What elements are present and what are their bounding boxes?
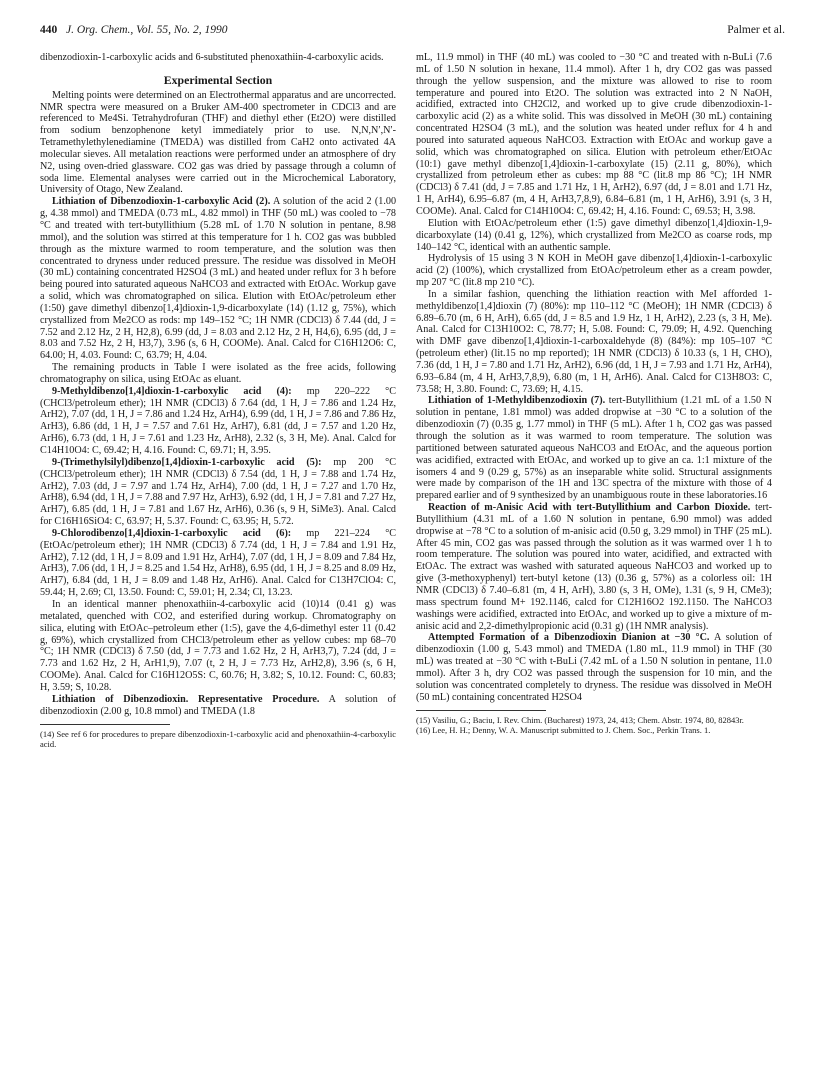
run-in-heading: Lithiation of 1-Methyldibenzodioxin (7). — [428, 395, 606, 407]
section-title: Experimental Section — [163, 72, 273, 87]
run-in-heading: Lithiation of Dibenzodioxin-1-carboxylic Acid (2). — [52, 196, 271, 208]
compound-5-paragraph — [40, 457, 396, 528]
footnote-rule — [40, 724, 170, 725]
dianion-paragraph — [416, 632, 772, 703]
run-in-heading: 9-Chlorodibenzo[1,4]dioxin-1-carboxylic acid (6): — [52, 527, 292, 539]
paragraph-body: A solution of the acid 2 (1.00 g, 4.38 mmol) and TMEDA (0.73 mL, 4.82 mmol) in THF (50 mL) was cooled to −78 °C and treated with tert-butyllithium (5.28 mL of 1.70 N solution in pentane, 8.98 mmol), and the solution was stirred at this temperature for 1 h. CO2 gas was bubbled through as the mixture warmed to room temperature, and the solution was then concentrated to dryness under reduced pressure. The residue was dissolved in MeOH (30 mL) containing concentrated H2SO4 (3 mL) and heated under reflux for 3 h before being poured into saturated aqueous NaHCO3 and extracted with EtOAc. Workup gave a solid, which was chromatographed on silica. Elution with EtOAc/petroleum ether (1:50) gave dimethyl dibenzo[1,4]dioxin-1,9-dicarboxylate (14) (1.12 g, 75%), which crystallized from Me2CO as rods: mp 149–152 °C; 1H NMR (CDCl3) δ 7.44 (dd, J = 7.52 and 2.12 Hz, 2 H, H2,8), 6.99 (dd, J = 8.03 and 2.12 Hz, 2 H, H4,6), 6.95 (dd, J = 8.03 and 7.52 Hz, 2 H, H3,7), 3.96 (s, 6 H, COOMe). Anal. Calcd for C16H12O6: C, 64.00; H, 4.03. Found: C, 63.79; H, 4.04. — [40, 196, 397, 362]
page-number: 440 — [40, 24, 58, 36]
remaining-products-paragraph: The remaining products in Table I were isolated as the free acids, following chromatography on silica, using EtOAc as eluant. — [40, 362, 396, 385]
intro-text: dibenzodioxin-1-carboxylic acids and 6-substituted phenoxathiin-4-carboxylic acids. — [40, 52, 384, 63]
phenoxathiin-paragraph: In an identical manner phenoxathiin-4-carboxylic acid (10)14 (0.41 g) was metalated, quenched with CO2, and esterified during workup. Chromatography on silica, eluting with EtOAc–petroleum ether (1:5), gave the 4,6-dimethyl ester 11 (0.42 g, 69%), which crystallized from CHCl3/petroleum ether as yellow cubes: mp 68–70 °C; 1H NMR (CDCl3) δ 7.50 (dd, J = 7.73 and 1.62 Hz, 2 H, ArH3,7), 7.24 (dd, J = 7.73 and 1.62 Hz, 2 H, ArH1,9), 7.07 (t, 2 H, J = 7.73 Hz, ArH2,8), 3.96 (s, 6 H, COOMe). Anal. Calcd for C16H12O5S: C, 60.76; H, 3.82; S, 10.12. Found: C, 60.83; H, 3.59; S, 10.28. — [40, 598, 396, 693]
run-in-heading: Reaction of m-Anisic Acid with tert-Butyllithium and Carbon Dioxide. — [428, 502, 751, 514]
page-header — [40, 24, 785, 42]
hydrolysis-paragraph: Hydrolysis of 15 using 3 N KOH in MeOH gave dibenzo[1,4]dioxin-1-carboxylic acid (2) (100%), which crystallized from EtOAc/petroleum ether as a cream powder, mp 207 °C (lit.8 mp 210 °C). — [416, 253, 772, 289]
running-author: Palmer et al. — [727, 24, 785, 36]
general-methods-paragraph: Melting points were determined on an Electrothermal apparatus and are uncorrected. NMR spectra were measured on a Bruker AM-400 spectrometer in CDCl3 and are referenced to Me4Si. Tetrahydrofuran (THF) and diethyl ether (Et2O) were distilled from sodium benzophenone ketyl immediately prior to use. N,N,N′,N′-Tetramethylethylenediamine (TMEDA) was distilled from CaH2 onto activated 4A molecular sieves. All metalation reactions were performed under an atmosphere of dry N2, using oven-dried glassware. CO2 gas was dried by passage through a column of soda lime. Elemental analyses were carried out in the Microchemical Laboratory, University of Otago, New Zealand. — [40, 89, 396, 196]
footnote-14: (14) See ref 6 for procedures to prepare dibenzodioxin-1-carboxylic acid and phenoxathiin-4-carboxylic acid. — [40, 729, 396, 750]
paragraph-body: mp 200 °C (CHCl3/petroleum ether); 1H NMR (CDCl3) δ 7.54 (dd, 1 H, J = 7.88 and 1.74 Hz, ArH2), 7.03 (dd, J = 7.97 and 1.74 Hz, ArH4), 7.00 (dd, 1 H, J = 7.27 and 1.70 Hz, ArH8), 6.94 (dd, 1 H, J = 7.88 and 7.97 Hz, ArH3), 6.92 (dd, 1 H, J = 7.81 and 7.27 Hz, ArH7), 6.85 (dd, 1 H, J = 7.81 and 1.67 Hz, ArH6), 0.36 (s, 9 H, SiMe3). Anal. Calcd for C16H16SiO4: C, 63.97; H, 5.37. Found: C, 63.95; H, 5.72. — [40, 456, 396, 528]
lithiation-7-paragraph — [416, 395, 772, 502]
lithiation-acid2-paragraph — [40, 196, 396, 362]
run-in-heading: 9-Methyldibenzo[1,4]dioxin-1-carboxylic acid (4): — [52, 385, 292, 397]
footnote-rule — [416, 710, 546, 711]
paragraph-body: A solution of dibenzodioxin (1.00 g, 5.43 mmol) and TMEDA (1.80 mL, 11.9 mmol) in THF (30 mL) was treated at −30 °C with t-BuLi (7.42 mL of a 1.50 N solution in pentane, 11.0 mmol). After 3 h, dry CO2 was passed through the suspension for 10 min, and the solution was concentrated completely to dryness. The residue was dissolved in MeOH (50 mL) containing concentrated H2SO4 — [416, 632, 772, 703]
left-column — [40, 52, 396, 749]
right-column — [416, 52, 772, 735]
run-in-heading: 9-(Trimethylsilyl)dibenzo[1,4]dioxin-1-carboxylic acid (5): — [52, 456, 322, 468]
footnote-15: (15) Vasiliu, G.; Baciu, I. Rev. Chim. (Bucharest) 1973, 24, 413; Chem. Abstr. 1974, 80, 82843r. — [416, 715, 744, 726]
paragraph-body: mp 220–222 °C (CHCl3/petroleum ether); 1H NMR (CDCl3) δ 7.64 (dd, 1 H, J = 7.86 and 1.24 Hz, ArH2), 7.07 (dd, 1 H, J = 7.86 and 1.24 Hz, ArH4), 6.99 (dd, 1 H, J = 7.86 and 7.86 Hz, ArH3), 6.86 (dd, 1 H, J = 7.57 and 7.61 Hz, ArH7), 6.81 (dd, J = 7.57 and 1.20 Hz, ArH6), 6.73 (dd, 1 H, J = 7.61 and 1.23 Hz, ArH8), 2.32 (s, 3 H, Me). Anal. Calcd for C14H10O4: C, 69.42; H, 4.16. Found: C, 69.71; H, 3.95. — [40, 385, 396, 456]
anisic-acid-paragraph — [416, 502, 772, 632]
continued-paragraph: mL, 11.9 mmol) in THF (40 mL) was cooled to −30 °C and treated with n-BuLi (7.6 mL of 1.50 N solution in hexane, 11.4 mmol). After 1 h, dry CO2 gas was passed through the yellow suspension, and the mixture was allowed to rise to room temperature and poured into Et2O. The solution was extracted into 2 N NaOH, acidified, extracted into CH2Cl2, and worked up to give crude dibenzodioxin-1-carboxylic acid (2) as a white solid. This was dissolved in MeOH (30 mL) containing concentrated H2SO4 (3 mL), and the solution was heated under reflux for 4 h and poured into saturated aqueous NaHCO3. Extraction with EtOAc and workup gave a solid, which was chromatographed on silica. Elution with petroleum ether/EtOAc (10:1) gave methyl dibenzo[1,4]dioxin-1-carboxylate (15) (2.11 g, 80%), which crystallized from petroleum ether as cubes: mp 88 °C (lit.8 mp 86 °C); 1H NMR (CDCl3) δ 7.41 (dd, J = 7.85 and 1.71 Hz, 1 H, ArH2), 6.97 (dd, J = 8.01 and 1.71 Hz, 1 H, ArH4), 6.95–6.87 (m, 4 H, ArH3,7,8,9), 6.84–6.81 (m, 1 H, ArH6), 3.91 (s, 3 H, COOMe). Anal. Calcd for C14H10O4: C, 69.42; H, 4.16. Found: C, 69.53; H, 3.98. — [416, 52, 772, 217]
compound-4-paragraph — [40, 386, 396, 457]
run-in-heading: Attempted Formation of a Dibenzodioxin Dianion at −30 °C. — [428, 632, 710, 644]
paragraph-body: mp 221–224 °C (EtOAc/petroleum ether); 1H NMR (CDCl3) δ 7.74 (dd, 1 H, J = 7.84 and 1.91 Hz, ArH2), 7.12 (dd, 1 H, J = 8.09 and 1.91 Hz, ArH4), 7.07 (dd, 1 H, J = 8.09 and 7.84 Hz, ArH3), 7.06 (dd, 1 H, J = 8.25 and 1.54 Hz, ArH8), 6.95 (dd, 1 H, J = 8.25 and 8.09 Hz, ArH7), 6.84 (dd, 1 H, J = 8.09 and 1.48 Hz, ArH6). Anal. Calcd for C13H7ClO4: C, 59.44; H, 2.69; Cl, 13.50. Found: C, 59.01; H, 2.34; Cl, 13.23. — [40, 527, 396, 599]
representative-procedure-paragraph — [40, 694, 396, 718]
run-in-heading: Lithiation of Dibenzodioxin. Representative Procedure. — [52, 693, 320, 705]
similar-fashion-paragraph: In a similar fashion, quenching the lithiation reaction with MeI afforded 1-methyldibenzo[1,4]dioxin (7) (80%): mp 110–112 °C (MeOH); 1H NMR (CDCl3) δ 6.89–6.70 (m, 6 H, ArH), 6.65 (dd, J = 8.5 and 1.9 Hz, 1 H, ArH2), 2.23 (s, 3 H, Me). Anal. Calcd for C13H10O2: C, 78.77; H, 5.08. Found: C, 79.09; H, 4.92. Quenching with DMF gave dibenzo[1,4]dioxin-1-carboxaldehyde (8) (84%): mp 105–107 °C (petroleum ether) (lit.15 no mp reported); 1H NMR (CDCl3) δ 10.33 (s, 1 H, CHO), 7.36 (dd, 1 H, J = 7.80 and 1.71 Hz, ArH2), 6.96 (dd, 1 H, J = 7.93 and 1.71 Hz, ArH4), 6.93–6.84 (m, 4 H, ArH3,7,8,9), 6.80 (m, 1 H, ArH6). Anal. Calcd for C13H8O3: C, 73.58; H, 3.80. Found: C, 73.69; H, 4.15. — [416, 288, 772, 395]
footnote-16: (16) Lee, H. H.; Denny, W. A. Manuscript submitted to J. Chem. Soc., Perkin Trans. 1. — [416, 725, 711, 736]
elution-paragraph: Elution with EtOAc/petroleum ether (1:5) gave dimethyl dibenzo[1,4]dioxin-1,9-dicarboxylate (14) (0.41 g, 12%), which crystallized from Me2CO as coarse rods, mp 140–142 °C, identical with an authentic sample. — [416, 217, 772, 253]
paragraph-body: tert-Butyllithium (1.21 mL of a 1.50 N solution in pentane, 1.81 mmol) was added dropwise at −30 °C to a solution of the dibenzodioxin (7) (0.35 g, 1.77 mmol) in THF (5 mL). After 1 h, CO2 gas was passed through the solution as it was warmed to room temperature. The solution was partitioned between saturated aqueous NaHCO3 and EtOAc, and the aqueous portion was acidified, extracted with EtOAc, and worked up to give an ca. 1:1 mixture of the isomers 4 and 9 (0.29 g, 57%) as an inseparable white solid. Structural assignments were made by comparison of the 1H and 13C spectra of the mixture with those of 4 prepared earlier and of 9 synthesized by an unambiguous route in these laboratories.16 — [416, 395, 772, 502]
paragraph-body: A solution of dibenzodioxin (2.00 g, 10.8 mmol) and TMEDA (1.8 — [40, 693, 396, 717]
paragraph-body: tert-Butyllithium (4.31 mL of a 1.60 N solution in pentane, 6.90 mmol) was added dropwise at −78 °C to a solution of m-anisic acid (0.50 g, 3.29 mmol) in THF (25 mL). After 45 min, CO2 gas was passed through the solution as it was warmed over 1 h to room temperature. The solution was poured into water, acidified, and extracted with EtOAc. The extract was washed with saturated aqueous NaHCO3 and worked up to give (3-methoxyphenyl) tert-butyl ketone (13) (0.36 g, 57%) as a colorless oil: 1H NMR (CDCl3) δ 7.40–6.81 (m, 4 H, ArH), 3.80 (s, 3 H, OMe), 1.31 (s, 9 H, CMe3); mass spectrum found M+ 192.1146, calcd for C12H16O2 192.1150. The NaHCO3 washings were acidified, extracted into EtOAc, and worked up to give a mixture of m-anisic acid and 2,2-dimethylpropionic acid (0.31 g) (1H NMR analysis). — [416, 502, 773, 632]
journal-citation: J. Org. Chem., Vol. 55, No. 2, 1990 — [66, 24, 228, 36]
compound-6-paragraph — [40, 528, 396, 599]
